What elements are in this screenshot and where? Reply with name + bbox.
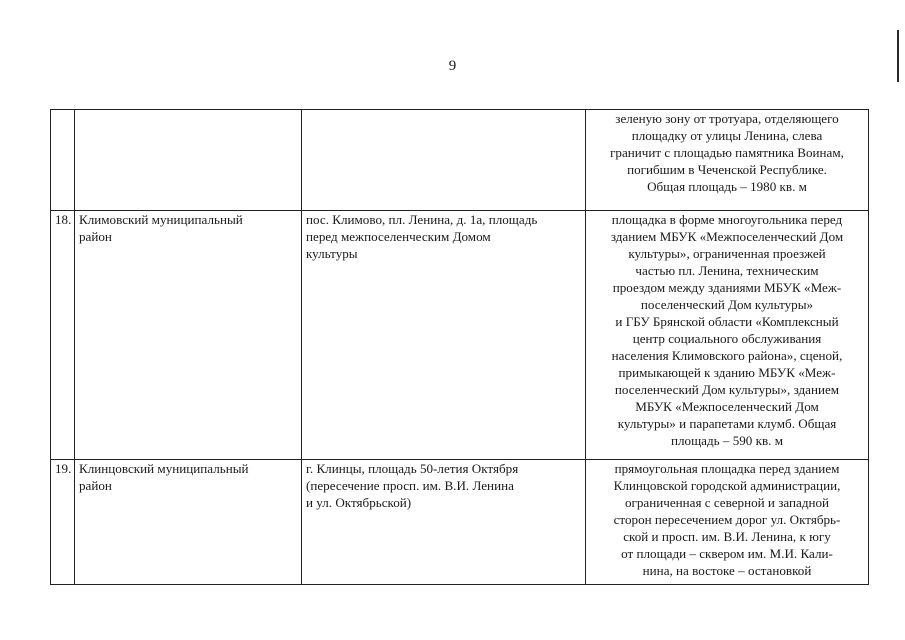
table-row	[51, 211, 869, 460]
description-text-line: и ГБУ Брянской области «Комплексный	[615, 314, 839, 329]
description-text-line: Общая площадь – 1980 кв. м	[647, 179, 807, 194]
description-text-line: ограниченная с северной и западной	[624, 495, 830, 510]
table-row	[51, 110, 869, 211]
address-text-line: перед межпоселенческим Домом	[306, 229, 491, 244]
description-text-line: зеленую зону от тротуара, отделяющего	[615, 111, 839, 126]
description-text-line: прямоугольная площадка перед зданием	[614, 461, 840, 476]
address-text-line: и ул. Октябрьской)	[306, 495, 412, 510]
row-number-cell: 18.	[51, 211, 75, 460]
address-cell	[302, 110, 586, 211]
address-text-line: культуры	[306, 246, 358, 261]
address-text-line: пос. Климово, пл. Ленина, д. 1а, площадь	[306, 212, 538, 227]
district-text-line: район	[79, 229, 112, 244]
description-cell	[586, 460, 869, 585]
description-text-line: площадку от улицы Ленина, слева	[631, 128, 823, 143]
description-text-line: нина, на востоке – остановкой	[642, 563, 812, 578]
row-number-cell	[51, 110, 75, 211]
description-text-line: частью пл. Ленина, техническим	[635, 263, 819, 278]
description-text-line: населения Климовского района», сценой,	[611, 348, 843, 363]
description-text-line: культуры» и парапетами клумб. Общая	[617, 416, 837, 431]
page-number: 9	[448, 58, 457, 74]
description-text-line: культуры», ограниченная проезжей	[628, 246, 826, 261]
address-text-line: г. Клинцы, площадь 50-летия Октября	[306, 461, 519, 476]
locations-table	[50, 109, 869, 585]
row-number-cell: 19.	[51, 460, 75, 585]
table-row	[51, 460, 869, 585]
district-cell	[75, 211, 302, 460]
district-text-line: Клинцовский муниципальный	[79, 461, 249, 476]
address-text-line: (пересечение просп. им. В.И. Ленина	[306, 478, 514, 493]
description-text-line: зданием МБУК «Межпоселенческий Дом	[610, 229, 844, 244]
description-text-line: поселенческий Дом культуры»	[640, 297, 814, 312]
description-text-line: примыкающей к зданию МБУК «Меж-	[618, 365, 836, 380]
description-text-line: поселенческий Дом культуры», зданием	[614, 382, 840, 397]
description-text-line: сторон пересечением дорог ул. Октябрь-	[613, 512, 841, 527]
district-cell	[75, 110, 302, 211]
district-cell	[75, 460, 302, 585]
description-text-line: площадка в форме многоугольника перед	[611, 212, 843, 227]
description-text-line: площадь – 590 кв. м	[670, 433, 783, 448]
description-cell	[586, 211, 869, 460]
address-cell	[302, 460, 586, 585]
description-text-line: от площади – сквером им. М.И. Кали-	[621, 546, 833, 561]
district-text-line: Климовский муниципальный	[79, 212, 243, 227]
description-text-line: центр социального обслуживания	[632, 331, 822, 346]
address-cell	[302, 211, 586, 460]
scan-edge-mark	[897, 30, 899, 82]
description-text-line: граничит с площадью памятника Воинам,	[610, 145, 844, 160]
description-text-line: МБУК «Межпоселенческий Дом	[635, 399, 819, 414]
district-text-line: район	[79, 478, 112, 493]
description-text-line: Клинцовской городской администрации,	[613, 478, 841, 493]
description-text-line: ской и просп. им. В.И. Ленина, к югу	[623, 529, 831, 544]
description-text-line: проездом между зданиями МБУК «Меж-	[612, 280, 842, 295]
description-cell	[586, 110, 869, 211]
description-text-line: погибшим в Чеченской Республике.	[627, 162, 827, 177]
